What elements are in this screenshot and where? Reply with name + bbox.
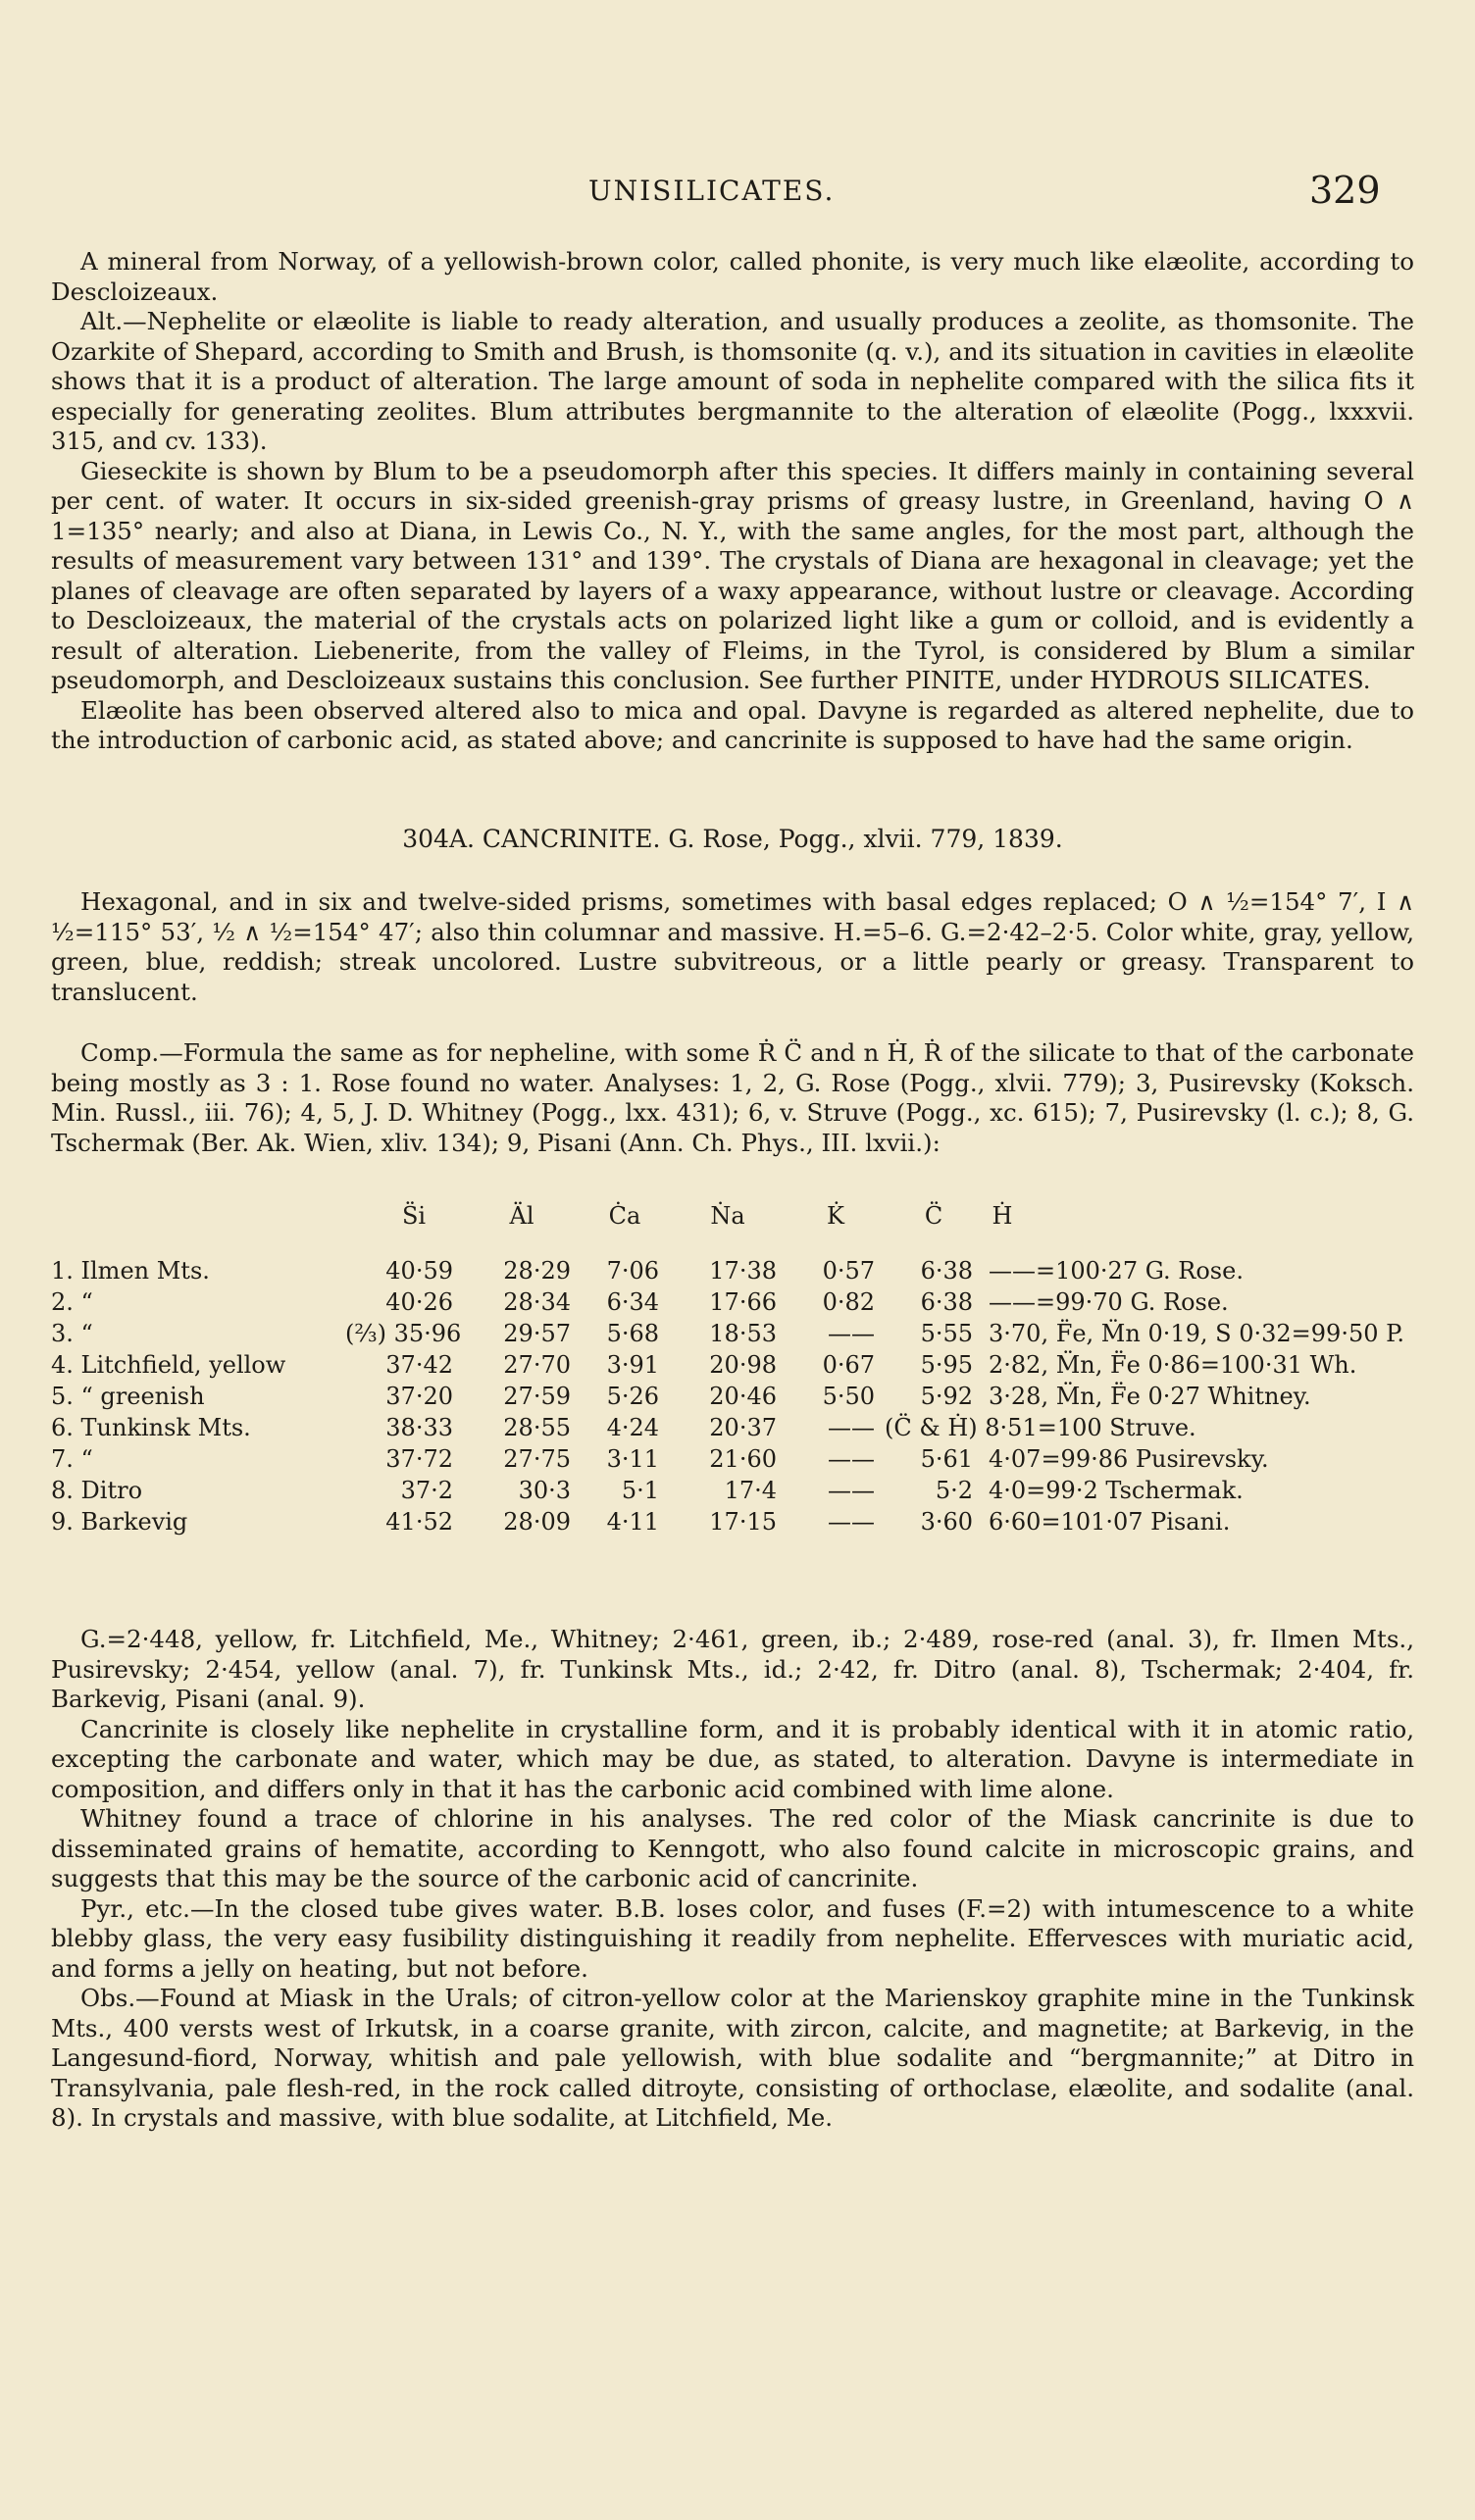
cell-ca: 7·06 — [606, 1257, 659, 1285]
cell-si: 40·59 — [385, 1257, 453, 1285]
cell-rest: 4·0=99·2 Tschermak. — [989, 1477, 1244, 1504]
cell-c: 5·95 — [920, 1351, 973, 1379]
header-alumina: Äl — [509, 1202, 534, 1230]
cell-si: 37·20 — [385, 1383, 453, 1410]
header-water: Ḣ — [992, 1202, 1013, 1230]
cell-si: 37·2 — [400, 1477, 453, 1504]
cell-si: 37·72 — [385, 1445, 453, 1473]
cell-c: 6·38 — [920, 1257, 973, 1285]
cell-loc: 2. “ — [51, 1288, 93, 1316]
cell-al: 28·29 — [503, 1257, 571, 1285]
section-heading: 304A. CANCRINITE. G. Rose, Pogg., xlvii. 779, 1839. — [402, 824, 1063, 853]
running-title: UNISILICATES. — [588, 175, 836, 207]
page-header — [0, 169, 1475, 218]
header-lime: Ċa — [608, 1202, 641, 1230]
page-body — [51, 247, 1414, 2134]
header-potash: K̇ — [827, 1202, 844, 1230]
cell-al: 28·09 — [503, 1508, 571, 1536]
cell-al: 29·57 — [503, 1320, 571, 1347]
cell-loc: 9. Barkevig — [51, 1508, 188, 1536]
header-soda: Ṅa — [710, 1202, 745, 1230]
analysis-table — [51, 1203, 1414, 1586]
paragraph-chlorine: Whitney found a trace of chlorine in his analyses. The red color of the Miask cancrinite is due to disseminated grains of hematite, according to Kenngott, who also found calcite in microscopic grains, and suggests that this may be the source of the carbonic acid of cancrinite. — [51, 1804, 1414, 1892]
cell-al: 27·59 — [503, 1383, 571, 1410]
cell-c: 5·2 — [935, 1477, 973, 1504]
cell-loc: 7. “ — [51, 1445, 93, 1473]
cell-c: 5·55 — [920, 1320, 973, 1347]
cell-ca: 4·24 — [606, 1414, 659, 1441]
table-row — [51, 1415, 1414, 1440]
cell-si: 40·26 — [385, 1288, 453, 1316]
cell-c: 5·61 — [920, 1445, 973, 1473]
cell-al: 28·55 — [503, 1414, 571, 1441]
cell-al: 28·34 — [503, 1288, 571, 1316]
table-row — [51, 1321, 1414, 1346]
cell-na: 17·4 — [724, 1477, 777, 1504]
cell-na: 17·38 — [709, 1257, 777, 1285]
table-row — [51, 1258, 1414, 1284]
cell-rest: ——=100·27 G. Rose. — [989, 1257, 1244, 1285]
paragraph-description: Hexagonal, and in six and twelve-sided prisms, sometimes with basal edges replaced; O ∧ ½=154° 7′, I ∧ ½=115° 53′, ½ ∧ ½=154° 47′; also thin columnar and massive. H.=5–6. G.=2·42–2·5. Color white, gray, yellow, green, blue, reddish; streak uncolored. Lustre subvitreous, or a little pearly or greasy. Transparent to translucent. — [51, 887, 1414, 1006]
paragraph-composition: Comp.—Formula the same as for nepheline, with some Ṙ C̈ and n Ḣ, Ṙ of the silicate to that of the carbonate being mostly as 3 : 1. Rose found no water. Analyses: 1, 2, G. Rose (Pogg., xlvii. 779); 3, Pusirevsky (Koksch. Min. Russl., iii. 76); 4, 5, J. D. Whitney (Pogg., lxx. 431); 6, v. Struve (Pogg., xc. 615); 7, Pusirevsky (l. c.); 8, G. Tschermak (Ber. Ak. Wien, xliv. 134); 9, Pisani (Ann. Ch. Phys., III. lxvii.): — [51, 1038, 1414, 1157]
cell-al: 30·3 — [518, 1477, 571, 1504]
cell-si: 41·52 — [385, 1508, 453, 1536]
table-row — [51, 1446, 1414, 1472]
paragraph-elaeolite: Elæolite has been observed altered also to mica and opal. Davyne is regarded as altered nephelite, due to the introduction of carbonic acid, as stated above; and cancrinite is supposed to have had the same origin. — [51, 695, 1414, 754]
cell-ca: 4·11 — [606, 1508, 659, 1536]
cell-c: (C̈ & Ḣ) 8·51=100 Struve. — [885, 1414, 1196, 1441]
table-body — [51, 1258, 1414, 1535]
cell-rest: 4·07=99·86 Pusirevsky. — [989, 1445, 1269, 1473]
cell-rest: ——=99·70 G. Rose. — [989, 1288, 1229, 1316]
cell-k: 0·67 — [822, 1351, 875, 1379]
paragraph-alteration: Alt.—Nephelite or elæolite is liable to ready alteration, and usually produces a zeolite, as thomsonite. The Ozarkite of Shepard, according to Smith and Brush, is thomsonite (q. v.), and its situation in cavities in elæolite shows that it is a product of alteration. The large amount of soda in nephelite compared with the silica fits it especially for generating zeolites. Blum attributes bergmannite to the alteration of elæolite (Pogg., lxxxvii. 315, and cv. 133). — [51, 307, 1414, 455]
cell-rest: 3·28, M̈n, F̈e 0·27 Whitney. — [989, 1383, 1311, 1410]
cell-na: 20·46 — [709, 1383, 777, 1410]
cell-ca: 5·26 — [606, 1383, 659, 1410]
cell-rest: 3·70, F̈e, M̈n 0·19, S 0·32=99·50 P. — [989, 1320, 1405, 1347]
cell-na: 21·60 — [709, 1445, 777, 1473]
cell-loc: 4. Litchfield, yellow — [51, 1351, 286, 1379]
cell-k: —— — [828, 1445, 875, 1473]
cell-k: 5·50 — [822, 1383, 875, 1410]
cell-k: —— — [828, 1320, 875, 1347]
table-row — [51, 1289, 1414, 1315]
cell-si: (⅔) 35·96 — [345, 1320, 462, 1347]
table-row — [51, 1509, 1414, 1535]
cell-na: 20·37 — [709, 1414, 777, 1441]
cell-na: 20·98 — [709, 1351, 777, 1379]
cell-ca: 5·68 — [606, 1320, 659, 1347]
table-header-row — [51, 1203, 1414, 1229]
cell-ca: 3·11 — [606, 1445, 659, 1473]
table-row — [51, 1478, 1414, 1503]
header-silica: S̈i — [401, 1202, 427, 1230]
cell-k: —— — [828, 1508, 875, 1536]
paragraph-cancrinite-form: Cancrinite is closely like nephelite in crystalline form, and it is probably identical with it in atomic ratio, excepting the carbonate and water, which may be due, as stated, to alteration. Davyne is intermediate in composition, and differs only in that it has the carbonic acid combined with lime alone. — [51, 1714, 1414, 1803]
cell-ca: 5·1 — [621, 1477, 659, 1504]
header-carbonic: C̈ — [924, 1202, 943, 1230]
cell-loc: 5. “ greenish — [51, 1383, 205, 1410]
paragraph-gravity: G.=2·448, yellow, fr. Litchfield, Me., Whitney; 2·461, green, ib.; 2·489, rose-red (anal. 3), fr. Ilmen Mts., Pusirevsky; 2·454, yellow (anal. 7), fr. Tunkinsk Mts., id.; 2·42, fr. Ditro (anal. 8), Tschermak; 2·404, fr. Barkevig, Pisani (anal. 9). — [51, 1625, 1414, 1713]
table-row — [51, 1352, 1414, 1378]
cell-al: 27·70 — [503, 1351, 571, 1379]
cell-ca: 6·34 — [606, 1288, 659, 1316]
paragraph-pyrognostics: Pyr., etc.—In the closed tube gives water. B.B. loses color, and fuses (F.=2) with intumescence to a white blebby glass, the very easy fusibility distinguishing it readily from nephelite. Effervesces with muriatic acid, and forms a jelly on heating, but not before. — [51, 1893, 1414, 1983]
paragraph-phonite: A mineral from Norway, of a yellowish-brown color, called phonite, is very much like elæolite, according to Descloizeaux. — [51, 247, 1414, 306]
cell-loc: 8. Ditro — [51, 1477, 143, 1504]
cell-loc: 3. “ — [51, 1320, 93, 1347]
cell-si: 37·42 — [385, 1351, 453, 1379]
cell-c: 3·60 — [920, 1508, 973, 1536]
cell-rest: 2·82, M̈n, F̈e 0·86=100·31 Wh. — [989, 1351, 1357, 1379]
cell-k: 0·57 — [822, 1257, 875, 1285]
cell-loc: 1. Ilmen Mts. — [51, 1257, 210, 1285]
paragraph-gieseckite: Gieseckite is shown by Blum to be a pseudomorph after this species. It differs mainly in containing several per cent. of water. It occurs in six-sided greenish-gray prisms of greasy lustre, in Greenland, having O ∧ 1=135° nearly; and also at Diana, in Lewis Co., N. Y., with the same angles, for the most part, although the results of measurement vary between 131° and 139°. The crystals of Diana are hexagonal in cleavage; yet the planes of cleavage are often separated by layers of a waxy appearance, without lustre or cleavage. According to Descloizeaux, the material of the crystals acts on polarized light like a gum or colloid, and is evidently a result of alteration. Liebenerite, from the valley of Fleims, in the Tyrol, is considered by Blum a similar pseudomorph, and Descloizeaux sustains this conclusion. See further PINITE, under HYDROUS SILICATES. — [51, 456, 1414, 694]
cell-ca: 3·91 — [606, 1351, 659, 1379]
cell-na: 17·66 — [709, 1288, 777, 1316]
cell-loc: 6. Tunkinsk Mts. — [51, 1414, 251, 1441]
table-row — [51, 1384, 1414, 1409]
cell-na: 17·15 — [709, 1508, 777, 1536]
cell-c: 6·38 — [920, 1288, 973, 1316]
cell-na: 18·53 — [709, 1320, 777, 1347]
cell-rest: 6·60=101·07 Pisani. — [989, 1508, 1231, 1536]
cell-k: —— — [828, 1477, 875, 1504]
cell-c: 5·92 — [920, 1383, 973, 1410]
cell-k: 0·82 — [822, 1288, 875, 1316]
cell-si: 38·33 — [385, 1414, 453, 1441]
paragraph-observations: Obs.—Found at Miask in the Urals; of citron-yellow color at the Marienskoy graphite mine in the Tunkinsk Mts., 400 versts west of Irkutsk, in a coarse granite, with zircon, calcite, and magnetite; at Barkevig, in the Langesund-fiord, Norway, whitish and pale yellowish, with blue sodalite and “bergmannite;” at Ditro in Transylvania, pale flesh-red, in the rock called ditroyte, consisting of orthoclase, elæolite, and sodalite (anal. 8). In crystals and massive, with blue sodalite, at Litchfield, Me. — [51, 1984, 1414, 2132]
cell-al: 27·75 — [503, 1445, 571, 1473]
cell-k: —— — [828, 1414, 875, 1441]
page-number: 329 — [1309, 169, 1381, 212]
